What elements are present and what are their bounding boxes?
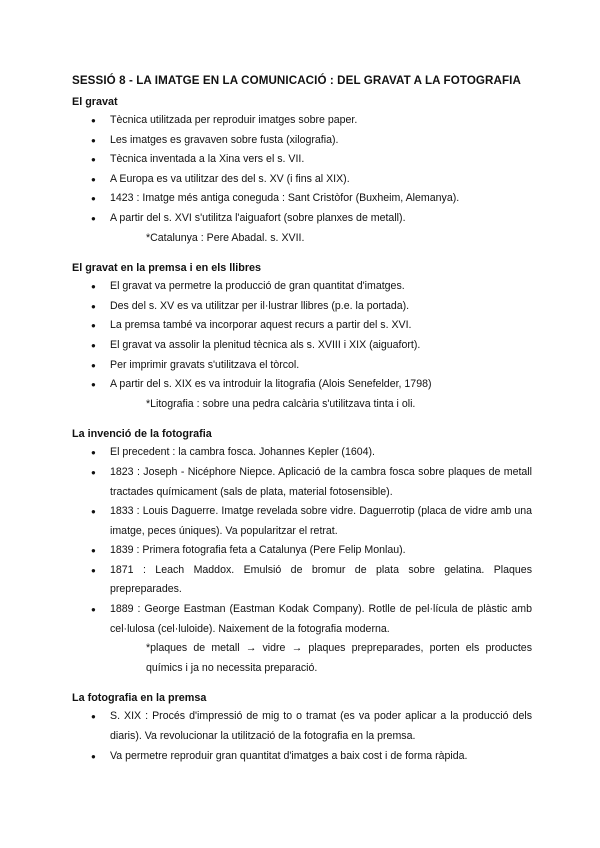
list-item: ● Tècnica utilitzada per reproduir imatges sobre paper. (72, 111, 532, 131)
bullet-icon: ● (91, 448, 96, 458)
bullet-icon: ● (91, 213, 96, 223)
section-heading: El gravat (72, 96, 118, 108)
list-item: ● 1833 : Louis Daguerre. Imatge revelada sobre vidre. Daguerrotip (placa de vidre amb una imatge, peces úniques). Va popularitzar el retrat. (72, 502, 532, 541)
list-item: ● A partir del s. XIX es va introduir la litografia (Alois Senefelder, 1798) (72, 375, 532, 395)
bullet-icon: ● (91, 174, 96, 184)
list-item: ● El precedent : la cambra fosca. Johannes Kepler (1604). (72, 443, 532, 463)
list-item: ● Des del s. XV es va utilitzar per il·lustrar llibres (p.e. la portada). (72, 297, 532, 317)
list-item: ● Les imatges es gravaven sobre fusta (xilografia). (72, 131, 532, 151)
bullet-list (72, 111, 532, 229)
section-heading: El gravat en la premsa i en els llibres (72, 262, 262, 275)
list-item: ● Tècnica inventada a la Xina vers el s. VII. (72, 150, 532, 170)
list-item: ● Per imprimir gravats s'utilitzava el tòrcol. (72, 356, 532, 376)
bullet-icon: ● (91, 507, 96, 517)
bullet-icon: ● (91, 301, 96, 311)
list-item: ● 1871 : Leach Maddox. Emulsió de bromur de plata sobre gelatina. Plaques prepreparades. (72, 561, 532, 600)
bullet-icon: ● (91, 565, 96, 575)
bullet-icon: ● (91, 605, 96, 615)
section-note: *plaques de metall → vidre → plaques prepreparades, porten els productes químics i ja no necessita preparació. (146, 642, 532, 674)
section-heading: La fotografia en la premsa (72, 692, 207, 705)
section-invencio-fotografia (72, 425, 532, 678)
bullet-icon: ● (91, 321, 96, 331)
list-item: ● A partir del s. XVI s'utilitza l'aiguafort (sobre planxes de metall). (72, 209, 532, 229)
section-fotografia-premsa (72, 689, 532, 766)
bullet-icon: ● (91, 194, 96, 204)
section-gravat-premsa (72, 259, 532, 414)
bullet-list (72, 707, 532, 766)
section-gravat (72, 93, 532, 248)
bullet-icon: ● (91, 546, 96, 556)
list-item: ● El gravat va assolir la plenitud tècnica als s. XVIII i XIX (aiguafort). (72, 336, 532, 356)
list-item: ● 1823 : Joseph - Nicéphore Niepce. Aplicació de la cambra fosca sobre plaques de metall tractades químicament (sals de plata, material fotosensible). (72, 463, 532, 502)
list-item: ● El gravat va permetre la producció de gran quantitat d'imatges. (72, 277, 532, 297)
list-item: ● A Europa es va utilitzar des del s. XV (i fins al XIX). (72, 170, 532, 190)
bullet-icon: ● (91, 155, 96, 165)
list-item: ● 1889 : George Eastman (Eastman Kodak Company). Rotlle de pel·lícula de plàstic amb cel·lulosa (cel·luloide). Naixement de la fotografia moderna. (72, 600, 532, 639)
bullet-icon: ● (91, 282, 96, 292)
bullet-icon: ● (91, 360, 96, 370)
page-title: SESSIÓ 8 - LA IMATGE EN LA COMUNICACIÓ : DEL GRAVAT A LA FOTOGRAFIA (72, 74, 521, 87)
section-note: *Catalunya : Pere Abadal. s. XVII. (146, 231, 305, 244)
bullet-list (72, 443, 532, 639)
section-note: *Litografia : sobre una pedra calcària s'utilitzava tinta i oli. (146, 397, 416, 410)
bullet-icon: ● (91, 380, 96, 390)
list-item: ● 1423 : Imatge més antiga coneguda : Sant Cristòfor (Buxheim, Alemanya). (72, 189, 532, 209)
list-item: ● Va permetre reproduir gran quantitat d'imatges a baix cost i de forma ràpida. (72, 747, 532, 767)
bullet-icon: ● (91, 116, 96, 125)
bullet-icon: ● (91, 340, 96, 350)
document-page (72, 70, 532, 777)
list-item: ● 1839 : Primera fotografia feta a Catalunya (Pere Felip Monlau). (72, 541, 532, 561)
bullet-icon: ● (91, 751, 96, 761)
list-item: ● S. XIX : Procés d'impressió de mig to o tramat (es va poder aplicar a la producció dels diaris). Va revolucionar la utilització de la fotografia en la premsa. (72, 707, 532, 746)
bullet-icon: ● (91, 467, 96, 477)
bullet-list (72, 277, 532, 395)
section-heading: La invenció de la fotografia (72, 428, 212, 441)
bullet-icon: ● (91, 135, 96, 145)
bullet-icon: ● (91, 712, 96, 722)
list-item: ● La premsa també va incorporar aquest recurs a partir del s. XVI. (72, 316, 532, 336)
